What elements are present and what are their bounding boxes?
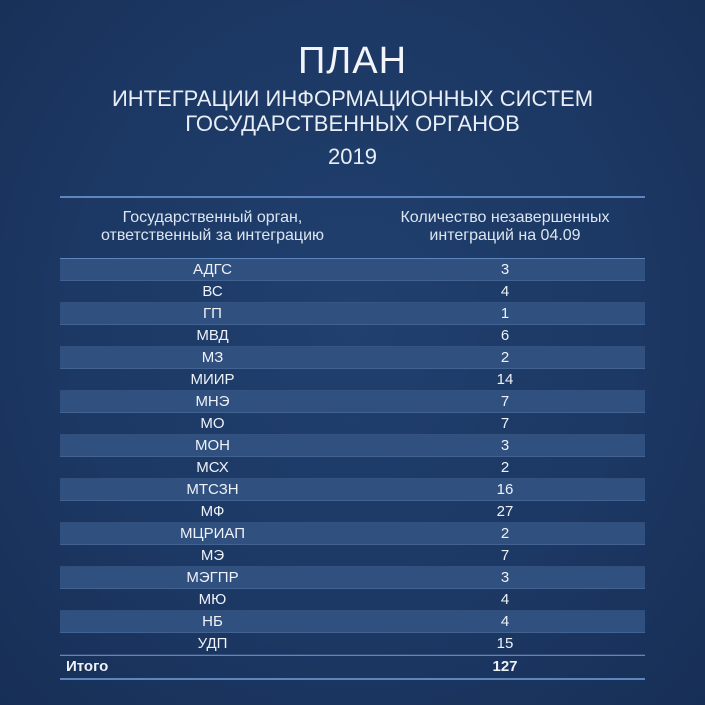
count-cell: 7 (500, 393, 510, 410)
table-row (60, 567, 645, 589)
table-row (60, 633, 645, 655)
agency-cell: ВС (202, 283, 223, 300)
table-row (60, 611, 645, 633)
table-row (60, 457, 645, 479)
agency-cell: МЦРИАП (180, 525, 245, 542)
table-header (60, 198, 645, 259)
column-header-agency-line2: ответственный за интеграцию (100, 227, 325, 244)
count-cell: 6 (500, 327, 510, 344)
page-subtitle (0, 86, 705, 136)
page-year: 2019 (328, 144, 377, 169)
agency-cell: МЭ (200, 547, 225, 564)
page-title: ПЛАН (297, 40, 408, 82)
table-row (60, 501, 645, 523)
table-row (60, 303, 645, 325)
table-row (60, 369, 645, 391)
count-cell: 14 (496, 371, 514, 388)
table-row (60, 325, 645, 347)
count-cell: 3 (500, 569, 510, 586)
agency-cell: МО (200, 415, 225, 432)
agency-cell: МНЭ (195, 393, 230, 410)
count-cell: 16 (496, 481, 514, 498)
column-header-count-line2: интеграций на 04.09 (429, 227, 581, 244)
count-cell: 27 (496, 503, 514, 520)
subtitle-line-1: ИНТЕГРАЦИИ ИНФОРМАЦИОННЫХ СИСТЕМ (111, 86, 594, 111)
count-cell: 7 (500, 547, 510, 564)
agency-cell: МОН (195, 437, 230, 454)
table-body (60, 259, 645, 655)
count-cell: 4 (500, 613, 510, 630)
agency-cell: МВД (196, 327, 229, 344)
agency-cell: АДГС (193, 261, 232, 278)
count-cell: 2 (500, 459, 510, 476)
count-cell: 1 (500, 305, 510, 322)
agency-cell: МИИР (190, 371, 235, 388)
count-cell: 2 (500, 349, 510, 366)
integration-table (60, 196, 645, 680)
count-cell: 4 (500, 591, 510, 608)
agency-cell: МСХ (196, 459, 229, 476)
total-label: Итого (66, 658, 109, 675)
column-header-count (365, 198, 645, 245)
count-cell: 15 (496, 635, 514, 652)
total-count: 127 (492, 658, 518, 675)
count-cell: 3 (500, 437, 510, 454)
count-cell: 2 (500, 525, 510, 542)
column-header-agency-line1: Государственный орган, (122, 209, 303, 226)
agency-cell: МФ (200, 503, 225, 520)
table-row (60, 479, 645, 501)
count-cell: 4 (500, 283, 510, 300)
agency-cell: МЗ (201, 349, 224, 366)
total-row (60, 655, 645, 680)
column-header-agency (60, 198, 365, 245)
table-row (60, 545, 645, 567)
table-row (60, 347, 645, 369)
column-header-count-line1: Количество незавершенных (400, 209, 610, 226)
agency-cell: МЭГПР (186, 569, 239, 586)
subtitle-line-2: ГОСУДАРСТВЕННЫХ ОРГАНОВ (185, 111, 520, 136)
agency-cell: МТСЗН (186, 481, 239, 498)
table-row (60, 523, 645, 545)
table-row (60, 391, 645, 413)
count-cell: 7 (500, 415, 510, 432)
table-row (60, 589, 645, 611)
table-row (60, 435, 645, 457)
table-row (60, 281, 645, 303)
count-cell: 3 (500, 261, 510, 278)
table-row (60, 413, 645, 435)
agency-cell: НБ (202, 613, 223, 630)
table-row (60, 259, 645, 281)
agency-cell: УДП (197, 635, 228, 652)
agency-cell: ГП (203, 305, 222, 322)
agency-cell: МЮ (198, 591, 227, 608)
